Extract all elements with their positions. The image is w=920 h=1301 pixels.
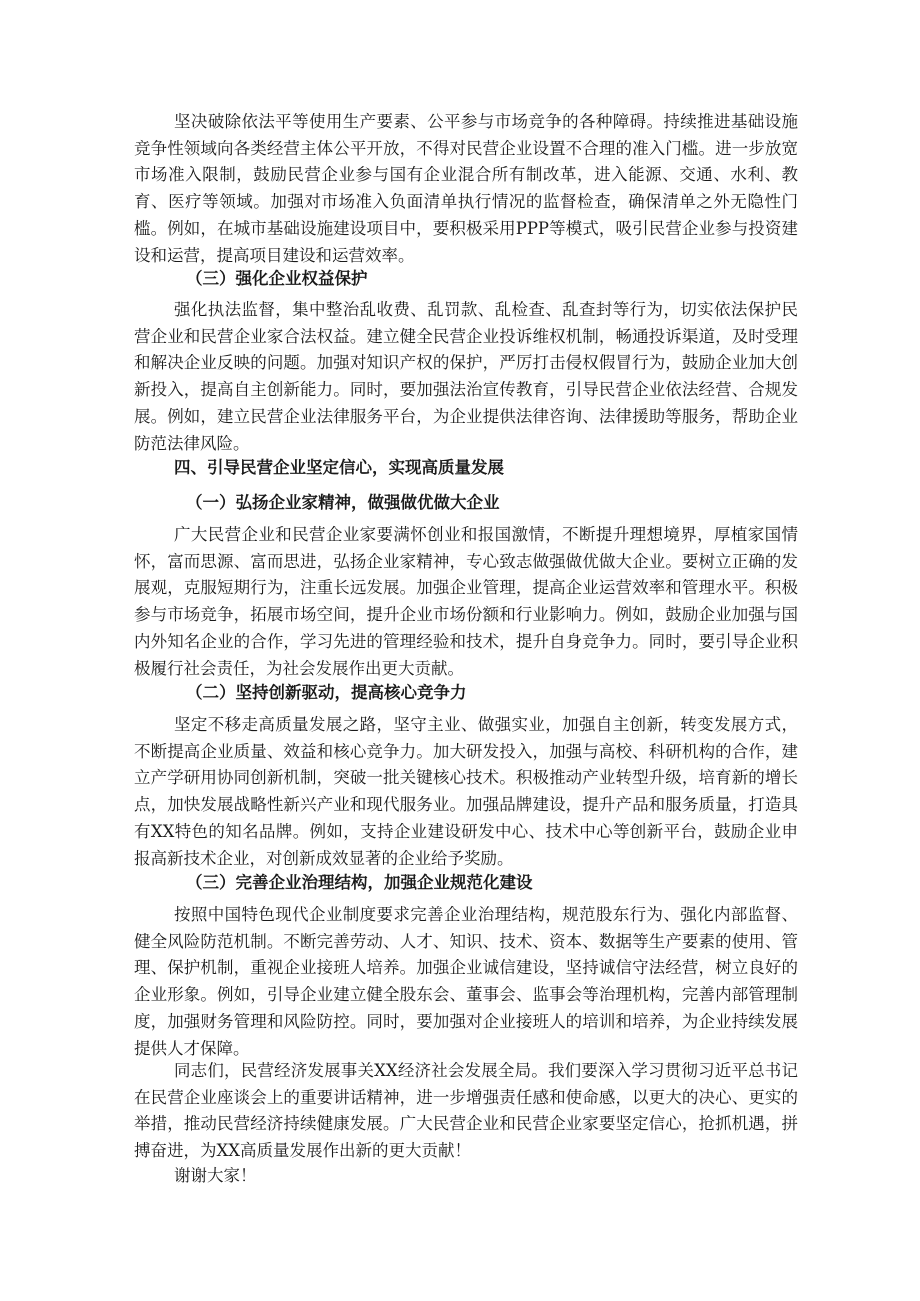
paragraph-text: 强化执法监督，集中整治乱收费、乱罚款、乱检查、乱查封等行为，切实依法保护民营企业和民营企业家合法权益。建立健全民营企业投诉维权机制，畅通投诉渠道，及时受理和解决企业反映的问题。加强对知识产权的保护，严厉打击侵权假冒行为，鼓励企业加大创新投入，提高自主创新能力。同时，要加强法治宣传教育，引导民营企业依法经营、合规发展。例如，建立民营企业法律服务平台，为企业提供法律咨询、法律援助等服务，帮助企业防范法律风险。 bbox=[134, 300, 798, 453]
paragraph-governance bbox=[134, 902, 798, 1062]
paragraph-text: 坚定不移走高质量发展之路，坚守主业、做强实业，加强自主创新，转变发展方式，不断提高企业质量、效益和核心竞争力。加大研发投入，加强与高校、科研机构的合作，建立产学研用协同创新机制，突破一批关键核心技术。积极推动产业转型升级，培育新的增长点，加快发展战略性新兴产业和现代服务业。加强品牌建设，提升产品和服务质量，打造具有XX特色的知名品牌。例如，支持企业建设研发中心、技术中心等创新平台，鼓励企业申报高新技术企业，对创新成效显著的企业给予奖励。 bbox=[134, 715, 798, 868]
paragraph-text: 广大民营企业和民营企业家要满怀创业和报国激情，不断提升理想境界，厚植家国情怀，富而思源、富而思进，弘扬企业家精神，专心致志做强做优做大企业。要树立正确的发展观，克服短期行为，注重长远发展。加强企业管理，提高企业运营效率和管理水平。积极参与市场竞争，拓展市场空间，提升企业市场份额和行业影响力。例如，鼓励企业加强与国内外知名企业的合作，学习先进的管理经验和技术，提升自身竞争力。同时，要引导企业积极履行社会责任，为社会发展作出更大贡献。 bbox=[134, 525, 798, 678]
paragraph-text: 同志们，民营经济发展事关XX经济社会发展全局。我们要深入学习贯彻习近平总书记在民营企业座谈会上的重要讲话精神，进一步增强责任感和使命感，以更大的决心、更实的举措，推动民营经济持续健康发展。广大民营企业和民营企业家要坚定信心，抢抓机遇，拼搏奋进，为XX高质量发展作出新的更大贡献！ bbox=[134, 1061, 798, 1161]
section-heading-innovation bbox=[134, 680, 798, 707]
section-heading-entrepreneurship bbox=[134, 490, 798, 517]
paragraph-rights-protection bbox=[134, 297, 798, 457]
paragraph-text: 谢谢大家！ bbox=[174, 1166, 257, 1185]
paragraph-text: 坚决破除依法平等使用生产要素、公平参与市场竞争的各种障碍。持续推进基础设施竞争性领域向各类经营主体公平开放，不得对民营企业设置不合理的准入门槛。进一步放宽市场准入限制，鼓励民营企业参与国有企业混合所有制改革，进入能源、交通、水利、教育、医疗等领域。加强对市场准入负面清单执行情况的监督检查，确保清单之外无隐性门槛。例如，在城市基础设施建设项目中，要积极采用PPP等模式，吸引民营企业参与投资建设和运营，提高项目建设和运营效率。 bbox=[134, 112, 798, 265]
section-heading-rights-protection bbox=[134, 266, 798, 293]
paragraph-closing bbox=[134, 1058, 798, 1165]
paragraph-entrepreneurship bbox=[134, 522, 798, 682]
section-heading: （三）完善企业治理结构，加强企业规范化建设 bbox=[186, 873, 533, 892]
paragraph-fair-competition bbox=[134, 109, 798, 269]
paragraph-text: 按照中国特色现代企业制度要求完善企业治理结构，规范股东行为、强化内部监督、健全风险防范机制。不断完善劳动、人才、知识、技术、资本、数据等生产要素的使用、管理、保护机制，重视企业接班人培养。加强企业诚信建设，坚持诚信守法经营，树立良好的企业形象。例如，引导企业建立健全股东会、董事会、监事会等治理机构，完善内部管理制度，加强财务管理和风险防控。同时，要加强对企业接班人的培训和培养，为企业持续发展提供人才保障。 bbox=[134, 905, 798, 1058]
paragraph-thanks bbox=[134, 1163, 798, 1190]
chapter-heading-confidence bbox=[134, 455, 798, 482]
paragraph-innovation bbox=[134, 712, 798, 872]
section-heading-governance bbox=[134, 870, 798, 897]
chapter-heading: 四、引导民营企业坚定信心，实现高质量发展 bbox=[174, 458, 504, 477]
section-heading: （三）强化企业权益保护 bbox=[186, 269, 368, 288]
section-heading: （一）弘扬企业家精神，做强做优做大企业 bbox=[186, 493, 500, 512]
section-heading: （二）坚持创新驱动，提高核心竞争力 bbox=[186, 683, 467, 702]
